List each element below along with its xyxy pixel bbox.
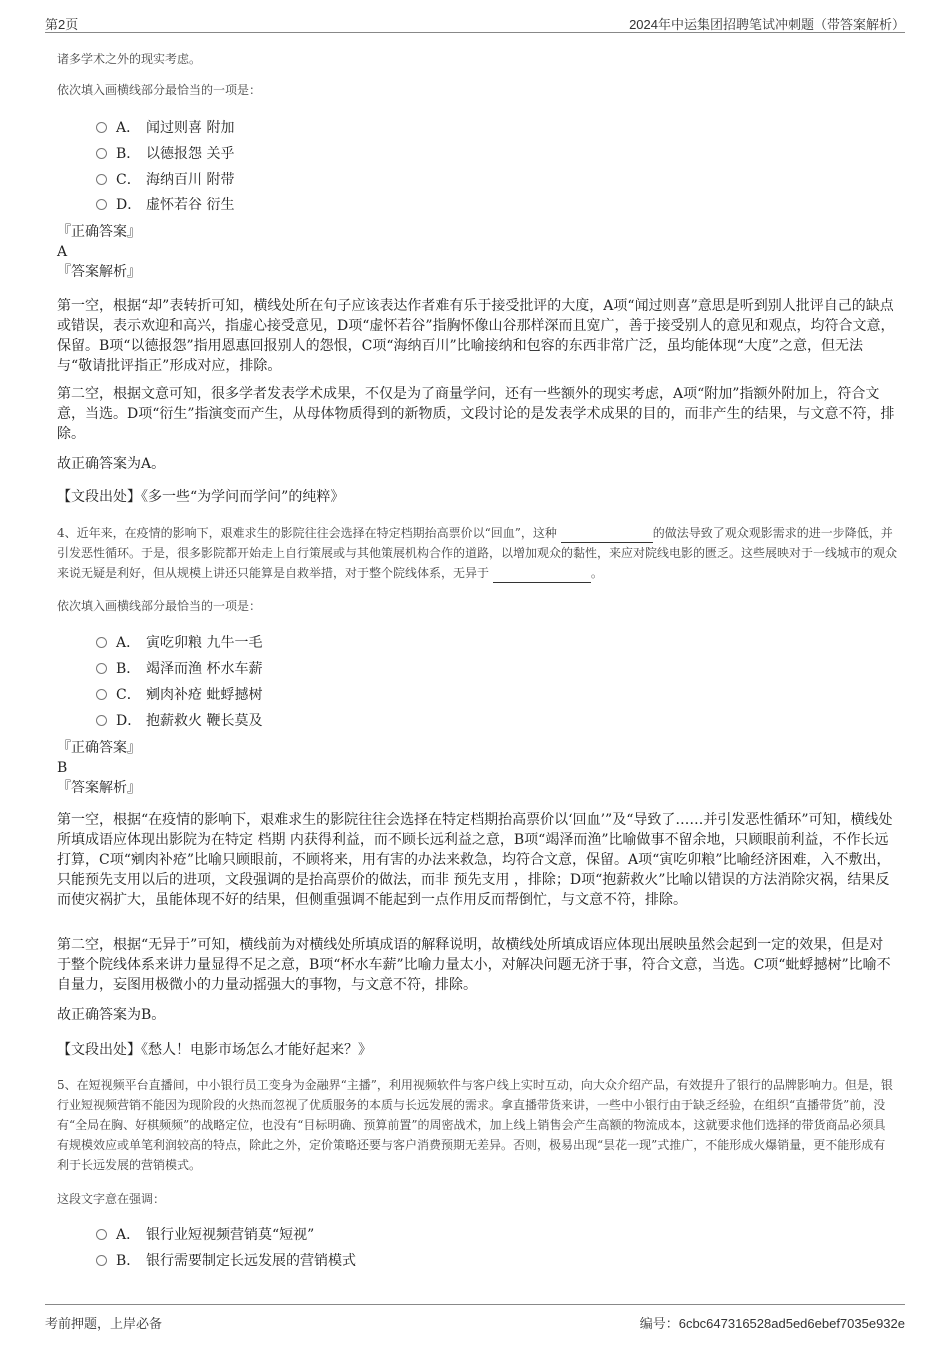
radio-icon[interactable] (96, 148, 107, 159)
q3-passage-end: 诸多学术之外的现实考虑。 (57, 52, 202, 66)
q4-analysis-1: 第一空，根据“在疫情的影响下，艰难求生的影院往往会选择在特定档期抬高票价以‘回血’”及“导致了……并引发恶性循环”可知，横线处所填成语应体现出影院为在特定 档期 内获得利益，而不顾长远利益之意，B项“竭泽而渔”比喻做事不留余地，只顾眼前利益，不作长远打算，C项“剜肉补疮”比喻只顾眼前，不顾将来，用有害的办法来救急，均符合文意，保留。A项“寅吃卯粮”比喻经济困难，入不敷出，只能预先支用以后的进项，文段强调的是抬高票价的做法，而非 预先支用 ，排除；D项“抱薪救火”比喻以错误的方法消除灾祸，结果反而使灾祸扩大，虽能体现不好的结果，但侧重强调不能起到一点作用反而帮倒忙，与文意不符，排除。 (57, 812, 893, 908)
option-text: 竭泽而渔 杯水车薪 (146, 661, 263, 677)
code-value: 6cbc647316528ad5ed6ebef7035e932e (678, 1316, 905, 1331)
option-text: 寅吃卯粮 九牛一毛 (146, 635, 263, 651)
document-code (640, 1313, 905, 1332)
option-letter: D． (116, 713, 142, 729)
q3-source: 【文段出处】《多一些“为学问而学问”的纯粹》 (57, 489, 345, 505)
q4-option-c[interactable] (96, 685, 262, 705)
radio-icon[interactable] (96, 199, 107, 210)
option-text: 抱薪救火 鞭长莫及 (146, 713, 263, 729)
q4-passage-part-1: 4、近年来，在疫情的影响下，艰难求生的影院往往会选择在特定档期抬高票价以“回血”，这种 (57, 526, 561, 540)
option-text: 海纳百川 附带 (146, 172, 235, 188)
option-text: 银行需要制定长远发展的营销模式 (146, 1253, 356, 1269)
option-letter: D． (116, 197, 142, 213)
radio-icon[interactable] (96, 637, 107, 648)
q3-answer: A (57, 244, 68, 260)
radio-icon[interactable] (96, 122, 107, 133)
q3-conclusion: 故正确答案为A。 (57, 456, 166, 472)
q4-passage-part-2: 的做法导致了观众观影需求的进一步降低，并引发恶性循环。于是，很多影院都开始走上自行策展或与其他策展机构合作的道路，以增加观众的黏性，来应对院线电影的匮乏。这些展映对于一线城市的观众来说无疑是利好，但从规模上讲还只能算是自救举措，对于整个院线体系，无异于 (57, 526, 898, 580)
q4-option-a[interactable] (96, 633, 262, 653)
q4-conclusion: 故正确答案为B。 (57, 1007, 166, 1023)
q5-option-a[interactable] (96, 1225, 314, 1245)
q3-analysis-label: 『答案解析』 (57, 264, 141, 280)
q5-option-b[interactable] (96, 1251, 356, 1271)
radio-icon[interactable] (96, 174, 107, 185)
option-letter: A． (116, 1227, 141, 1243)
option-letter: C． (116, 172, 141, 188)
q3-answer-label: 『正确答案』 (57, 224, 141, 240)
q4-prompt: 依次填入画横线部分最恰当的一项是： (57, 599, 262, 613)
option-text: 银行业短视频营销莫“短视” (146, 1227, 315, 1243)
q3-option-b[interactable] (96, 144, 234, 164)
q5-prompt: 这段文字意在强调： (57, 1192, 166, 1206)
option-letter: B． (116, 1253, 141, 1269)
q4-analysis-label: 『答案解析』 (57, 780, 141, 796)
q4-answer-label: 『正确答案』 (57, 740, 141, 756)
q4-analysis-2: 第二空，根据“无异于”可知，横线前为对横线处所填成语的解释说明，故横线处所填成语应体现出展映虽然会起到一定的效果，但是对于整个院线体系来讲力量显得不足之意，B项“杯水车薪”比喻力量太小，对解决问题无济于事，符合文意，当选。C项“蚍蜉撼树”比喻不自量力，妄图用极微小的力量动摇强大的事物，与文意不符，排除。 (57, 937, 891, 993)
option-text: 虚怀若谷 衍生 (146, 197, 235, 213)
footer-slogan: 考前押题，上岸必备 (45, 1316, 163, 1331)
option-text: 以德报怨 关乎 (146, 146, 235, 162)
code-label: 编号： (639, 1316, 679, 1331)
q4-passage (57, 523, 897, 583)
radio-icon[interactable] (96, 1255, 107, 1266)
option-text: 剜肉补疮 蚍蜉撼树 (146, 687, 263, 703)
page-header (45, 12, 905, 33)
option-text: 闻过则喜 附加 (146, 120, 235, 136)
q3-option-a[interactable] (96, 118, 234, 138)
page-number: 第2页 (45, 17, 79, 32)
radio-icon[interactable] (96, 663, 107, 674)
q4-option-d[interactable] (96, 711, 262, 731)
q4-blank-1 (561, 528, 653, 543)
q4-blank-2 (493, 568, 591, 583)
q4-passage-part-3: 。 (590, 566, 603, 580)
q3-option-d[interactable] (96, 195, 234, 215)
q4-answer: B (57, 760, 68, 776)
q3-analysis-1: 第一空，根据“却”表转折可知，横线处所在句子应该表达作者难有乐于接受批评的大度，A项“闻过则喜”意思是听到别人批评自己的缺点或错误，表示欢迎和高兴，指虚心接受意见，D项“虚怀若谷”指胸怀像山谷那样深而且宽广，善于接受别人的意见和观点，均符合文意，保留。B项“以德报怨”指用恩惠回报别人的怨恨，C项“海纳百川”比喻接纳和包容的东西非常广泛，虽均能体现“大度”之意，但无法与“敬请批评指正”形成对应，排除。 (57, 298, 895, 374)
radio-icon[interactable] (96, 715, 107, 726)
option-letter: B． (116, 661, 141, 677)
q5-passage: 5、在短视频平台直播间，中小银行员工变身为金融界“主播”，利用视频软件与客户线上实时互动，向大众介绍产品，有效提升了银行的品牌影响力。但是，银行业短视频营销不能因为现阶段的火热而忽视了优质服务的本质与长远发展的需求。拿直播带货来讲，一些中小银行由于缺乏经验，在组织“直播带货”前，没有“全局在胸、好棋频频”的战略定位，也没有“目标明确、预算前置”的周密战术，加上线上销售会产生高额的物流成本，这就要求他们选择的带货商品必须具有规模效应或单笔利润较高的特点，除此之外，定价策略还要与客户消费预期无差异。否则，极易出现“昙花一现”式推广，不能形成火爆销量，更不能形成有利于长远发展的营销模式。 (57, 1078, 893, 1172)
q3-prompt: 依次填入画横线部分最恰当的一项是： (57, 83, 262, 97)
option-letter: B． (116, 146, 141, 162)
q3-analysis-2: 第二空，根据文意可知，很多学者发表学术成果，不仅是为了商量学问，还有一些额外的现实考虑，A项“附加”指额外附加上，符合文意，当选。D项“衍生”指演变而产生，从母体物质得到的新物质，文段讨论的是发表学术成果的目的，而非产生的结果，与文意不符，排除。 (57, 386, 895, 442)
radio-icon[interactable] (96, 689, 107, 700)
option-letter: A． (116, 635, 141, 651)
option-letter: C． (116, 687, 141, 703)
page-footer (45, 1304, 905, 1329)
q4-source: 【文段出处】《愁人！电影市场怎么才能好起来？》 (57, 1042, 372, 1058)
document-title: 2024年中运集团招聘笔试冲刺题（带答案解析） (629, 17, 905, 32)
radio-icon[interactable] (96, 1229, 107, 1240)
q3-option-c[interactable] (96, 170, 234, 190)
option-letter: A． (116, 120, 141, 136)
q4-option-b[interactable] (96, 659, 262, 679)
